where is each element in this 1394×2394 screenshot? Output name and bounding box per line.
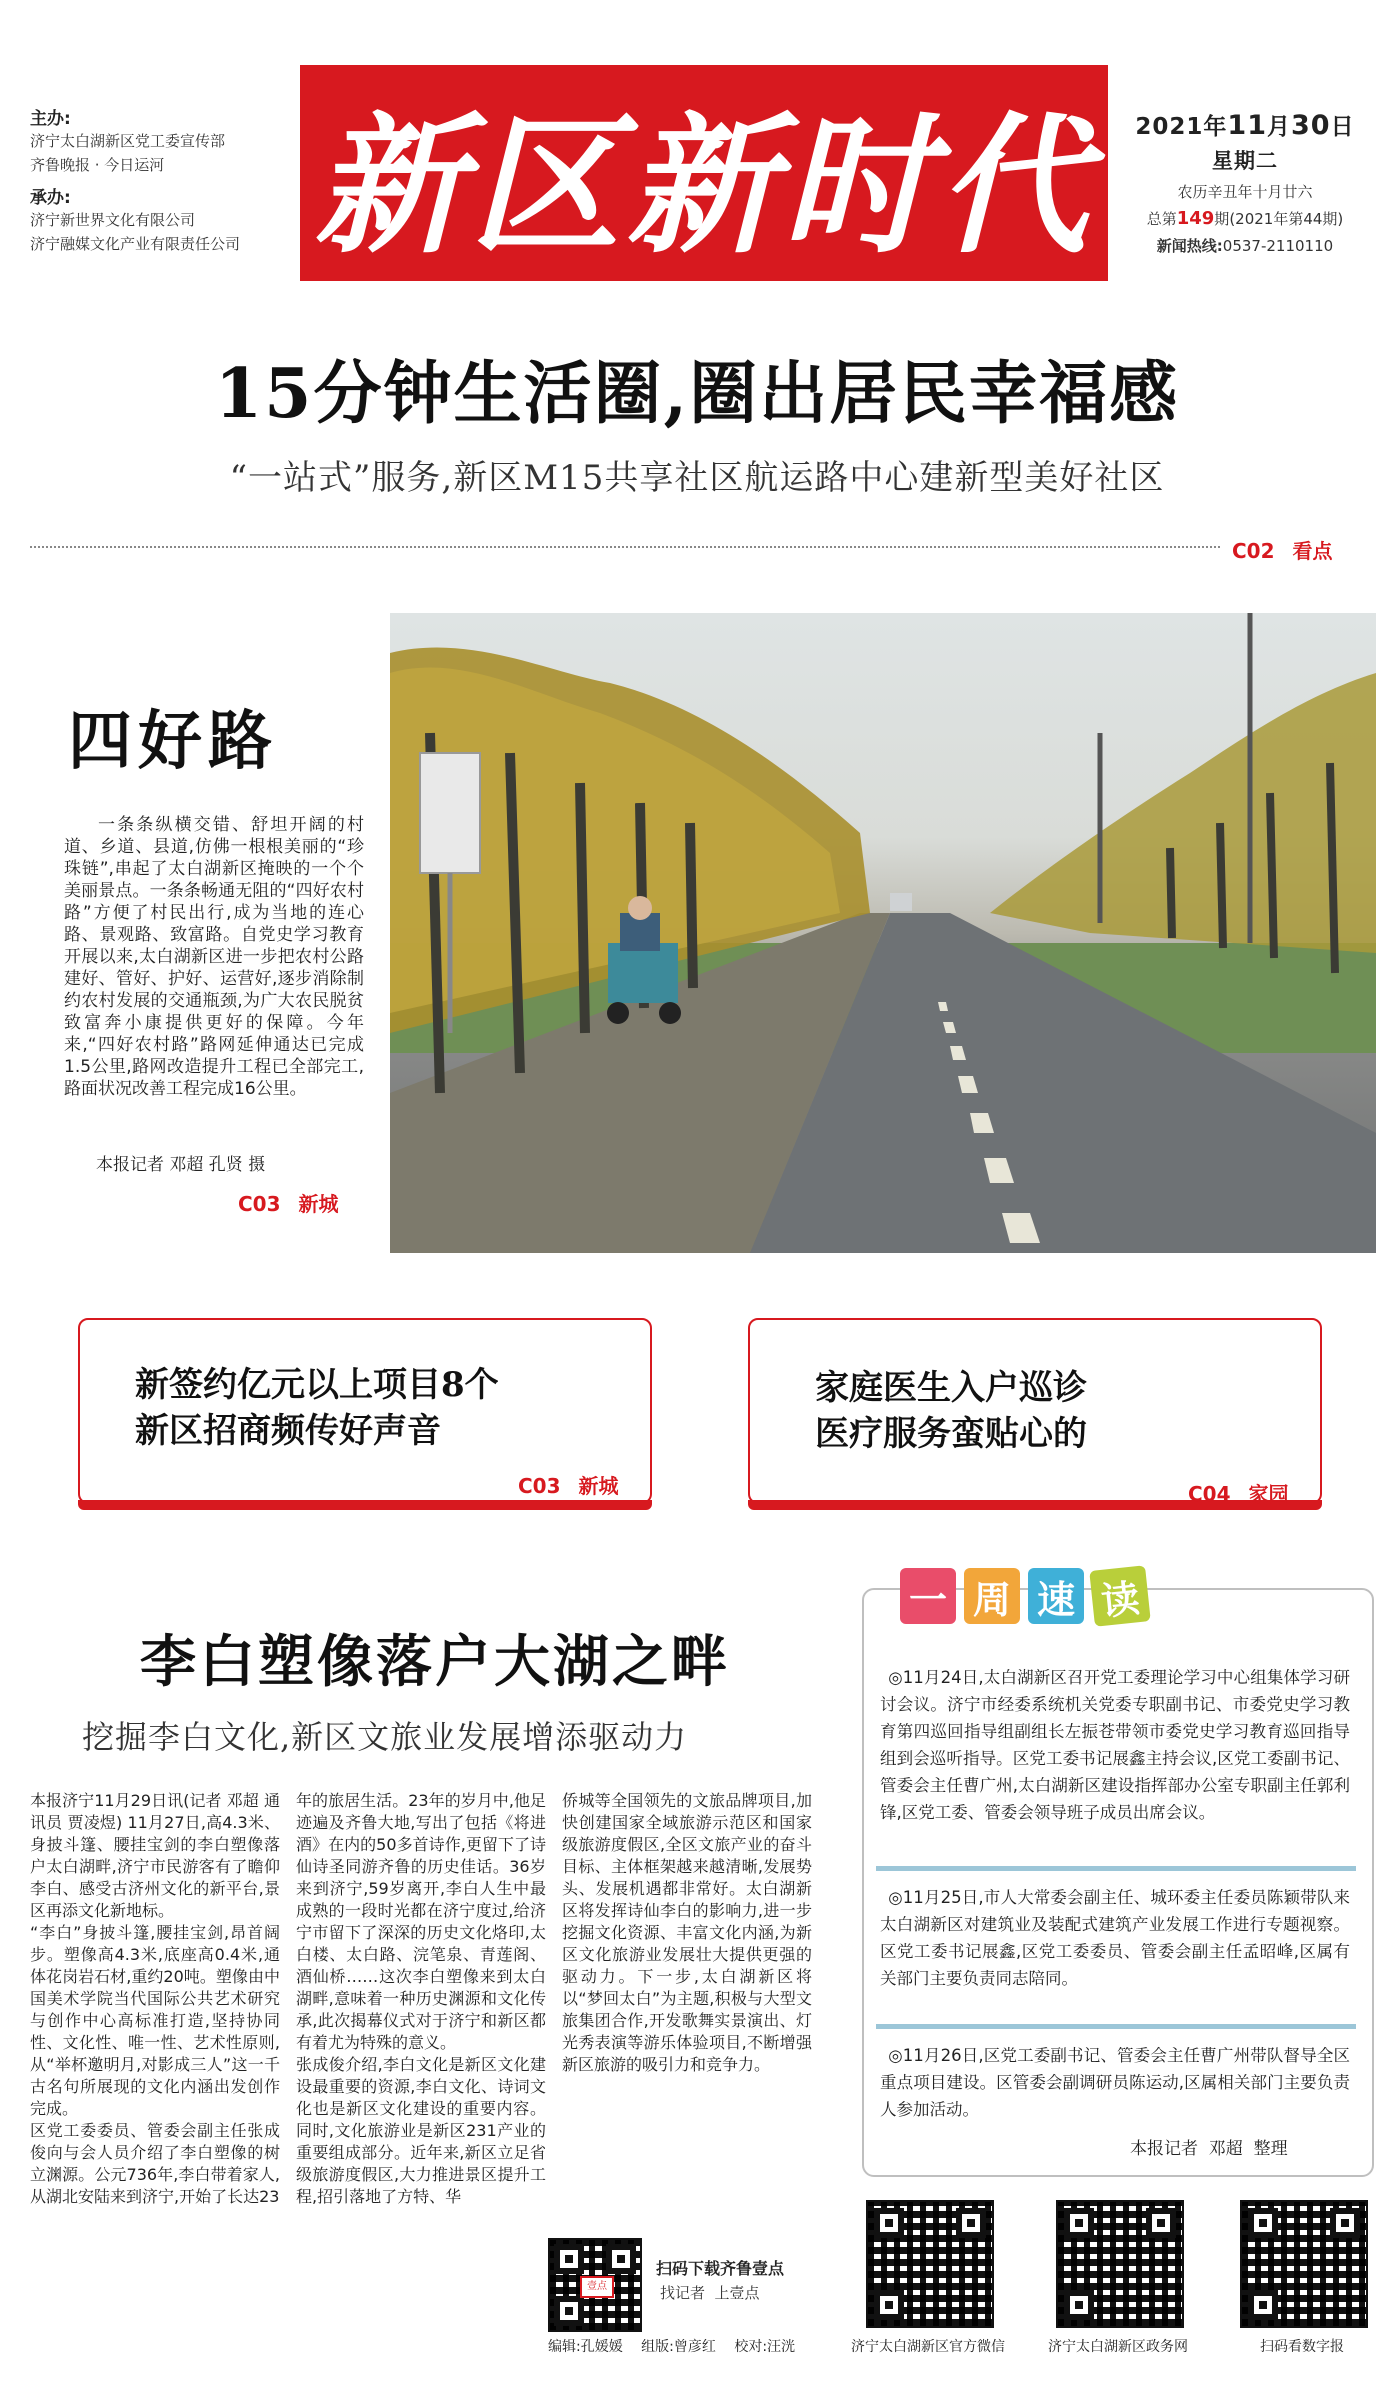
issue-suffix: 期: [1214, 210, 1230, 228]
qr-digital-paper[interactable]: [1240, 2200, 1368, 2328]
date-day-unit: 日: [1330, 114, 1355, 140]
weekly-title: [900, 1568, 1148, 1624]
qr-wechat[interactable]: [866, 2200, 994, 2328]
teaser-investment-line-1: 新签约亿元以上项目8个: [135, 1365, 499, 1405]
road-section: 新城: [298, 1192, 339, 1216]
lead-divider: [30, 546, 1220, 548]
lead-headline: 15分钟生活圈,圈出居民幸福感: [214, 354, 1180, 434]
hotline: [1120, 235, 1370, 256]
teaser-doctor-page: C04: [1188, 1482, 1231, 1506]
editor-credits: [548, 2336, 795, 2356]
issue-prefix: 总第: [1146, 210, 1177, 228]
teaser-investment-section: 新城: [578, 1474, 619, 1498]
weekly-separator-2: [876, 2024, 1356, 2029]
weekly-separator-1: [876, 1866, 1356, 1871]
teaser-investment-text: [135, 1362, 499, 1454]
app-promo-line-2: 找记者 上壹点: [660, 2284, 760, 2302]
libai-subtitle: 挖掘李白文化,新区文旅业发展增添驱动力: [82, 1718, 688, 1756]
date-month-unit: 月: [1267, 114, 1291, 140]
teaser-doctor-line-1: 家庭医生入户巡诊: [815, 1368, 1087, 1408]
weekly-char-3: 速: [1028, 1568, 1084, 1624]
road-page-ref[interactable]: [238, 1188, 339, 1217]
sponsor-block: [30, 104, 300, 256]
teaser-investment-bar: [78, 1500, 652, 1510]
weekly-credit: 本报记者 邓超 整理: [1130, 2139, 1288, 2159]
hotline-number: 0537-2110110: [1222, 237, 1334, 255]
weekday: 星期二: [1212, 149, 1278, 173]
distant-vehicle: [890, 893, 912, 911]
app-logo: 壹点: [580, 2276, 614, 2298]
teaser-doctor-page-ref[interactable]: [1188, 1478, 1289, 1507]
lunar-date: 农历辛丑年十月廿六: [1177, 183, 1313, 201]
right-tree-row: [990, 613, 1376, 973]
date-block: [1120, 108, 1370, 256]
teaser-doctor-section: 家园: [1248, 1482, 1289, 1506]
teaser-investment-page: C03: [518, 1474, 561, 1498]
lead-page: C02: [1232, 539, 1275, 563]
teaser-investment-line-2: 新区招商频传好声音: [135, 1411, 441, 1451]
road-photo: [390, 613, 1376, 1253]
teaser-doctor[interactable]: [748, 1318, 1322, 1504]
date-year: 2021: [1135, 114, 1204, 140]
proofreader: 校对:汪洸: [734, 2339, 796, 2355]
issue-total: 149: [1176, 208, 1215, 229]
road-scene-illustration: [390, 613, 1376, 1253]
organizer-label: 承办:: [30, 188, 71, 208]
layout-editor: 组版:曾彦红: [641, 2339, 716, 2355]
date-line: [1120, 108, 1370, 141]
qr-wechat-caption: 济宁太白湖新区官方微信: [851, 2339, 1005, 2355]
libai-column-3: 侨城等全国领先的文旅品牌项目,加快创建国家全域旅游示范区和国家级旅游度假区,全区文旅产业的奋斗目标、主体框架越来越清晰,发展势头、发展机遇都非常好。太白湖新区将发挥诗仙李白的影响力,进一步挖掘文化资源、丰富文化内涵,为新区文化旅游业发展壮大提供更强的驱动力。下一步,太白湖新区将以“梦回太白”为主题,积极与大型文旅集团合作,开发歌舞实景演出、灯光秀表演等游乐体验项目,不断增强新区旅游的吸引力和竞争力。: [562, 1791, 812, 2074]
host-line-1: 济宁太白湖新区党工委宣传部: [30, 132, 226, 150]
issue-number: [1120, 208, 1370, 229]
road-body: 一条条纵横交错、舒坦开阔的村道、乡道、县道,仿佛一根根美丽的“珍珠链”,串起了太白湖新区掩映的一个个美丽景点。一条条畅通无阻的“四好农村路”方便了村民出行,成为当地的连心路、景观路、致富路。自党史学习教育开展以来,太白湖新区进一步把农村公路建好、管好、护好、运营好,逐步消除制约农村发展的交通瓶颈,为广大农民脱贫致富奔小康提供更好的保障。今年来,“四好农村路”路网延伸通达已完成1.5公里,路网改造提升工程已全部完工,路面状况改善工程完成16公里。: [64, 815, 364, 1099]
qr-digital-paper-caption: 扫码看数字报: [1260, 2339, 1344, 2355]
weekly-char-1: 一: [900, 1568, 956, 1624]
app-promo-line-1: 扫码下载齐鲁壹点: [656, 2259, 785, 2278]
host-label: 主办:: [30, 109, 71, 129]
lead-subhead: “一站式”服务,新区M15共享社区航运路中心建新型美好社区: [229, 458, 1165, 498]
libai-column-1: 本报济宁11月29日讯(记者 邓超 通讯员 贾凌煜) 11月27日,高4.3米、身披斗篷、腰挂宝剑的李白塑像落户太白湖畔,济宁市民游客有了瞻仰李白、感受古济州文化的新平台,景区再添文化新地标。 “李白”身披斗篷,腰挂宝剑,昂首阔步。塑像高4.3米,底座高0.4米,通体花岗岩石材,重约20吨。塑像由中国美术学院当代国际公共艺术研究与创作中心高标准打造,坚持协同性、文化性、唯一性、艺术性原则,从“举杯邀明月,对影成三人”这一千古名句所展现的文化内涵出发创作完成。 区党工委委员、管委会副主任张成俊向与会人员介绍了李白塑像的树立渊源。公元736年,李白带着家人,从湖北安陆来到济宁,开始了长达23: [30, 1791, 280, 2206]
teaser-doctor-line-2: 医疗服务蛮贴心的: [815, 1414, 1087, 1454]
issue-year: (2021年第44期): [1229, 210, 1344, 228]
weekly-char-4: 读: [1089, 1565, 1151, 1627]
libai-column-2: 年的旅居生活。23年的岁月中,他足迹遍及齐鲁大地,写出了包括《将进酒》在内的50多首诗作,更留下了诗仙诗圣同游齐鲁的历史佳话。36岁来到济宁,59岁离开,李白人生中最成熟的一段时光都在济宁度过,给济宁市留下了深深的历史文化烙印,太白楼、太白路、浣笔泉、青莲阁、酒仙桥……这次李白塑像来到太白湖畔,意味着一种历史渊源和文化传承,此次揭幕仪式对于济宁和新区都有着尤为特殊的意义。 张成俊介绍,李白文化是新区文化建设最重要的资源,李白文化、诗词文化也是新区文化建设的重要内容。同时,文化旅游业是新区231产业的重要组成部分。近年来,新区立足省级旅游度假区,大力推进景区提升工程,招引落地了方特、华: [296, 1791, 546, 2206]
lead-page-ref[interactable]: [1232, 535, 1333, 564]
weekly-item-3: ◎11月26日,区党工委副书记、管委会主任曹广州带队督导全区重点项目建设。区管委会副调研员陈运动,区属相关部门主要负责人参加活动。: [880, 2046, 1350, 2119]
date-month: 11: [1227, 110, 1267, 141]
teaser-doctor-text: [815, 1365, 1087, 1457]
app-qr-code[interactable]: [548, 2238, 642, 2332]
qr-gov-site[interactable]: [1056, 2200, 1184, 2328]
road-credit: 本报记者 邓超 孔贤 摄: [96, 1155, 266, 1175]
organizer-line-2: 济宁融媒文化产业有限责任公司: [30, 235, 241, 253]
date-year-unit: 年: [1203, 114, 1228, 140]
teaser-investment-page-ref[interactable]: [518, 1470, 619, 1499]
organizer-line-1: 济宁新世界文化有限公司: [30, 211, 196, 229]
road-title: 四好路: [68, 704, 278, 779]
road-page: C03: [238, 1192, 281, 1216]
editor: 编辑:孔媛媛: [548, 2339, 623, 2355]
qr-gov-site-caption: 济宁太白湖新区政务网: [1048, 2339, 1188, 2355]
masthead-banner: [300, 65, 1108, 281]
weekly-item-2: ◎11月25日,市人大常委会副主任、城环委主任委员陈颖带队来太白湖新区对建筑业及装配式建筑产业发展工作进行专题视察。区党工委书记展鑫,区党工委委员、管委会副主任孟昭峰,区属有关部门主要负责同志陪同。: [880, 1888, 1350, 1988]
host-line-2: 齐鲁晚报 · 今日运河: [30, 156, 165, 174]
weekly-char-2: 周: [964, 1568, 1020, 1624]
libai-title: 李白塑像落户大湖之畔: [140, 1629, 730, 1695]
weekly-item-1: ◎11月24日,太白湖新区召开党工委理论学习中心组集体学习研讨会议。济宁市经委系统机关党委专职副书记、市委党史学习教育第四巡回指导组副组长左振苍带领市委党史学习教育巡回指导组到会巡听指导。区党工委书记展鑫主持会议,区党工委副书记、管委会主任曹广州,太白湖新区建设指挥部办公室专职副主任郭利锋,区党工委、管委会领导班子成员出席会议。: [880, 1668, 1350, 1822]
date-day: 30: [1291, 110, 1331, 141]
lead-section: 看点: [1292, 539, 1333, 563]
masthead-title: 新区新时代: [313, 98, 1094, 274]
hotline-label: 新闻热线:: [1156, 237, 1223, 255]
